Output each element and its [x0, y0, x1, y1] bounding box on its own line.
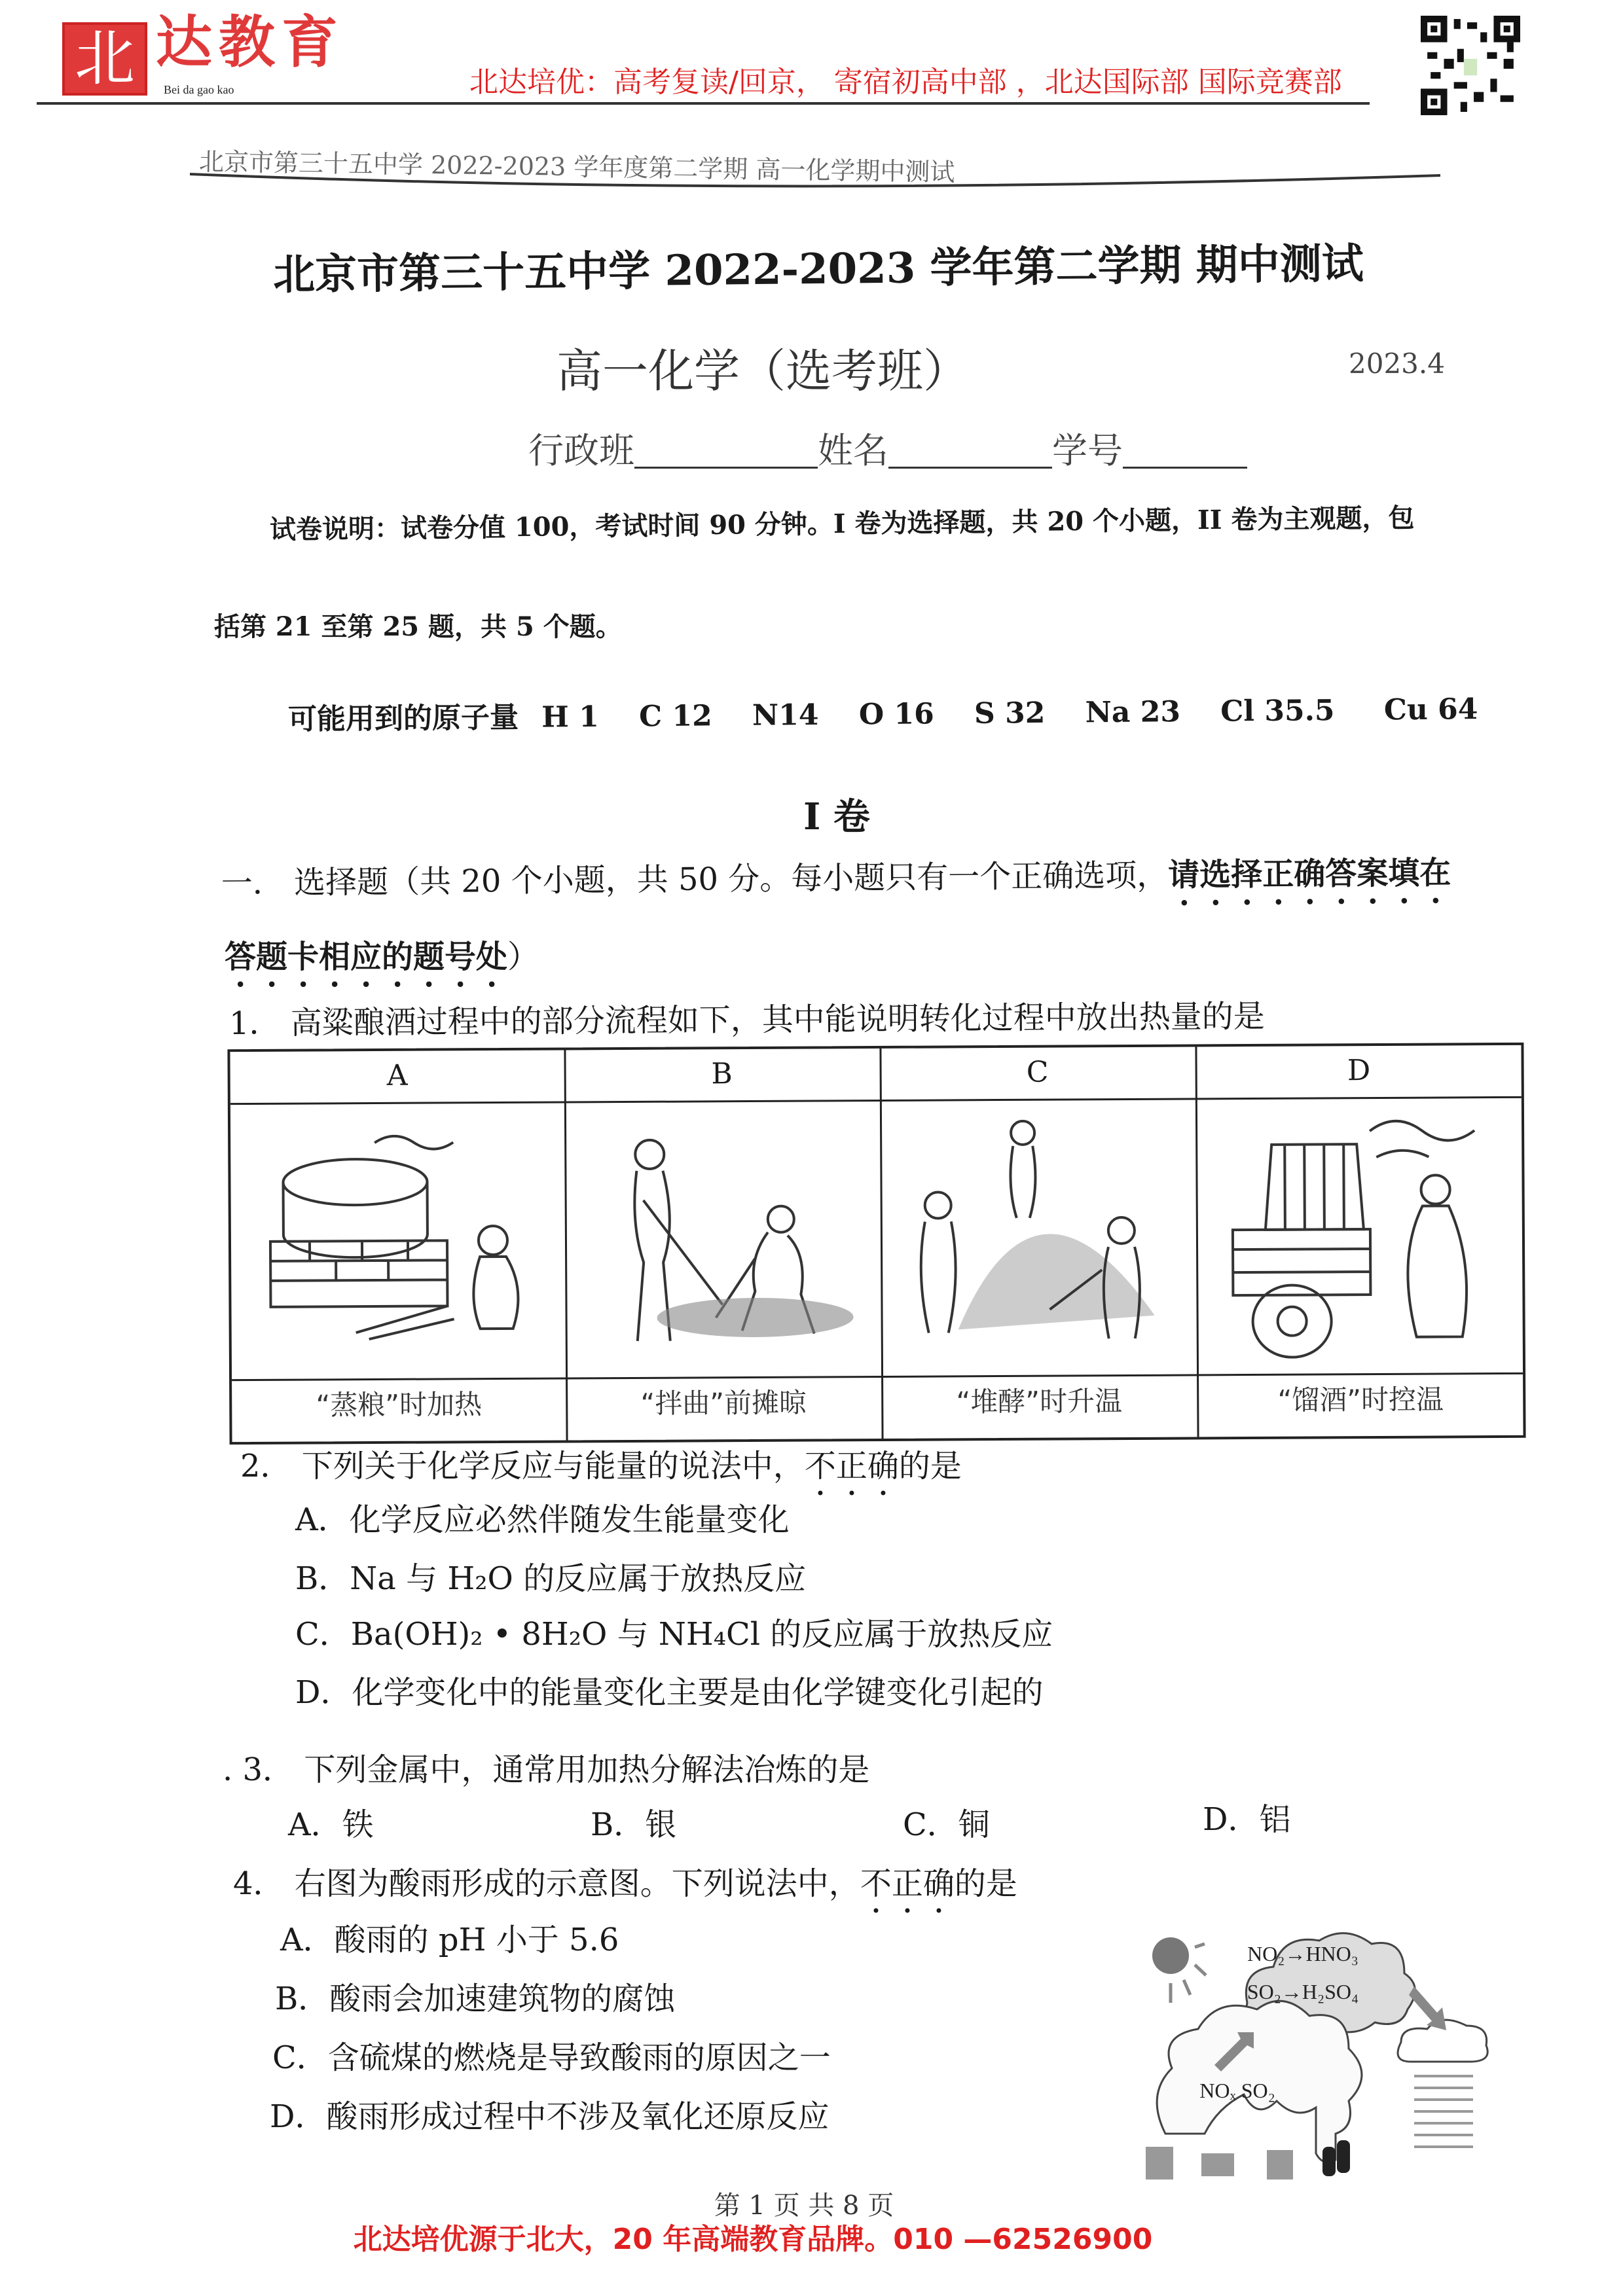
section-intro-emphasis: 请选择正确答案填在: [1168, 854, 1451, 894]
atomic-mass: Cl 35.5: [1220, 694, 1335, 728]
page-number: 第 1 页 共 8 页: [714, 2191, 894, 2221]
section-intro: [221, 855, 1451, 921]
instructions-line-2: 括第 21 至第 25 题，共 5 个题。: [214, 611, 622, 642]
name-field[interactable]: [888, 434, 1052, 469]
option-label-c: “堆酵”时升温: [956, 1385, 1123, 1418]
instructions-line-1: 试卷说明：试卷分值 100，考试时间 90 分钟。I 卷为选择题，共 20 个小题，II 卷为主观题，包: [269, 502, 1415, 545]
question-4-option-a: A．酸雨的 pH 小于 5.6: [280, 1922, 619, 1958]
atomic-mass: C 12: [638, 699, 712, 734]
option-label-a: “蒸粮”时加热: [316, 1388, 483, 1422]
option-header-b: B: [711, 1057, 733, 1091]
sun-icon: [1152, 1937, 1189, 1974]
steaming-grain-illustration: [257, 1109, 546, 1379]
stem-text: 2． 下列关于化学反应与能量的说法中，: [240, 1448, 805, 1484]
atomic-mass: N14: [752, 698, 819, 732]
atomic-mass: O 16: [858, 697, 934, 732]
distilling-illustration: [1219, 1104, 1508, 1374]
stem-text: 的是: [898, 1448, 962, 1484]
question-2-option-d: D．化学变化中的能量变化主要是由化学键变化引起的: [295, 1674, 1044, 1711]
question-2-option-c: C．Ba(OH)₂ • 8H₂O 与 NH₄Cl 的反应属于放热反应: [295, 1616, 1053, 1653]
exam-subtitle: 高一化学（选考班）: [556, 344, 969, 398]
student-info-line: [528, 430, 1247, 471]
atomic-mass: H 1: [541, 700, 600, 734]
logo-char: 北: [74, 24, 135, 94]
stem-emphasis: 不正确: [804, 1448, 899, 1484]
question-1-stem: 1． 高粱酿酒过程中的部分流程如下，其中能说明转化过程中放出热量的是: [228, 997, 1265, 1042]
section-title: I 卷: [803, 795, 870, 838]
header-divider: [37, 102, 1370, 105]
question-3-option-c: C．铜: [903, 1806, 990, 1843]
question-4-stem: [233, 1865, 1017, 1920]
id-field[interactable]: [1123, 434, 1247, 469]
section-intro-emphasis: 答题卡相应的题号处: [225, 939, 508, 975]
brand-slogan: 北达培优：高考复读/回京， 寄宿初高中部 ，北达国际部 国际竞赛部: [469, 65, 1342, 99]
question-4-option-c: C．含硫煤的燃烧是导致酸雨的原因之一: [272, 2039, 831, 2076]
running-header: 北京市第三十五中学 2022-2023 学年度第二学期 高一化学期中测试: [198, 147, 955, 187]
class-label: 行政班: [528, 430, 634, 471]
question-1-table: [227, 1043, 1525, 1444]
logo-mark: [62, 22, 147, 96]
logo-subtitle: Bei da gao kao: [164, 83, 234, 96]
atomic-mass-label: 可能用到的原子量: [287, 700, 519, 736]
atomic-mass: Cu 64: [1383, 692, 1478, 727]
section-intro-end: ）: [507, 939, 539, 975]
question-2-option-b: B．Na 与 H₂O 的反应属于放热反应: [295, 1560, 807, 1597]
diagram-label-sulfur: SO₂→H₂SO₄: [1247, 1980, 1359, 2003]
fermenting-pile-illustration: [905, 1106, 1175, 1376]
section-intro-cont: [225, 939, 539, 994]
qr-code-icon: [1419, 16, 1522, 115]
option-header-a: A: [386, 1058, 408, 1092]
question-3-option-a: A．铁: [288, 1806, 374, 1843]
atomic-mass-line: [287, 692, 1478, 736]
option-header-c: C: [1026, 1055, 1049, 1089]
name-label: 姓名: [818, 430, 888, 471]
exam-date: 2023.4: [1349, 348, 1445, 380]
running-header-rule: [190, 168, 1440, 194]
footer-ad: 北达培优源于北大，20 年高端教育品牌。010 —62526900: [353, 2223, 1153, 2256]
atomic-mass: S 32: [974, 696, 1046, 730]
question-4-option-b: B．酸雨会加速建筑物的腐蚀: [275, 1981, 676, 2017]
question-3-stem: . 3． 下列金属中，通常用加热分解法冶炼的是: [223, 1751, 870, 1788]
question-3-option-d: D．铝: [1203, 1801, 1291, 1838]
question-2-stem: [240, 1448, 962, 1503]
logo-text: 达教育: [156, 9, 344, 75]
option-label-d: “馏酒”时控温: [1277, 1383, 1444, 1416]
id-label: 学号: [1052, 430, 1123, 471]
class-field[interactable]: [634, 434, 818, 469]
exam-title: 北京市第三十五中学 2022-2023 学年第二学期 期中测试: [272, 239, 1364, 300]
atomic-mass: Na 23: [1085, 695, 1181, 730]
diagram-label-nitrogen: NO₂→HNO₃: [1247, 1942, 1359, 1965]
question-2-option-a: A．化学反应必然伴随发生能量变化: [295, 1501, 790, 1538]
mixing-yeast-illustration: [591, 1107, 860, 1377]
question-3-option-b: B．银: [591, 1806, 677, 1843]
stem-emphasis: 不正确: [860, 1865, 955, 1902]
stem-text: 的是: [954, 1865, 1017, 1902]
diagram-label-pollutants: NOₓ SO₂: [1199, 2079, 1275, 2102]
section-intro-text: 一． 选择题（共 20 个小题，共 50 分。每小题只有一个正确选项，: [221, 857, 1169, 902]
stem-text: 4． 右图为酸雨形成的示意图。下列说法中，: [233, 1865, 860, 1902]
option-label-b: “拌曲”前摊晾: [640, 1386, 807, 1420]
option-header-d: D: [1347, 1054, 1371, 1088]
acid-rain-diagram: [1126, 1918, 1493, 2186]
question-4-option-d: D．酸雨形成过程中不涉及氧化还原反应: [270, 2098, 830, 2135]
